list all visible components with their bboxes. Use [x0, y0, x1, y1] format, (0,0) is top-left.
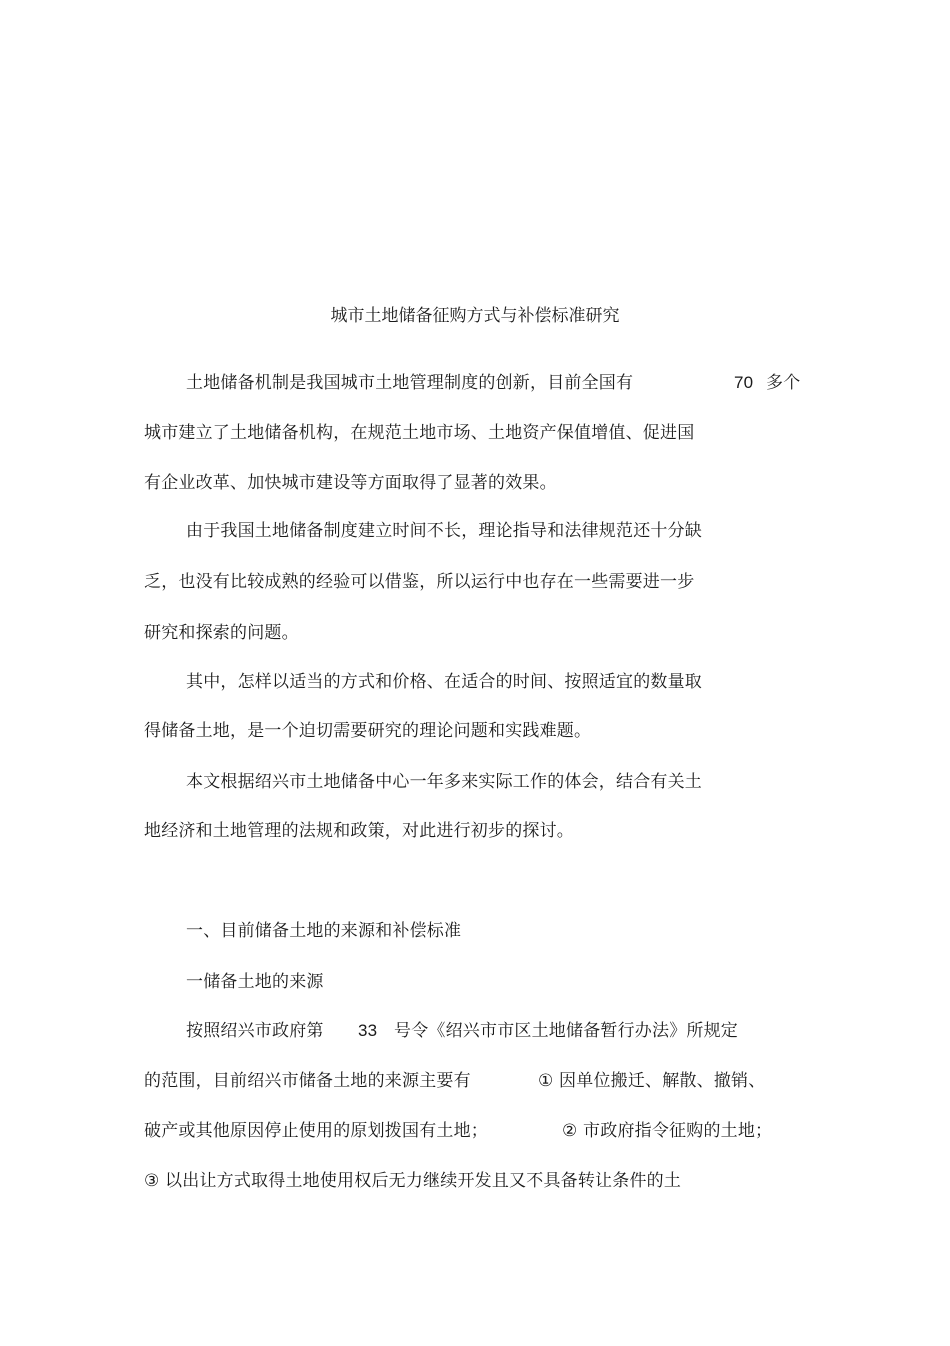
paragraph-2-line-3: 研究和探索的问题。 [144, 623, 299, 643]
paragraph-5-line-1b: 号令《绍兴市市区土地储备暂行办法》所规定 [394, 1021, 738, 1041]
paragraph-1-line-1b: 多个 [766, 373, 801, 393]
paragraph-5-line-3b: ② 市政府指令征购的土地； [562, 1121, 773, 1141]
paragraph-5-line-2b: ① 因单位搬迁、解散、撤销、 [538, 1071, 766, 1091]
paragraph-2-line-1: 由于我国土地储备制度建立时间不长，理论指导和法律规范还十分缺 [186, 521, 702, 541]
paragraph-3-line-1: 其中，怎样以适当的方式和价格、在适合的时间、按照适宜的数量取 [186, 672, 702, 692]
paragraph-4-line-1: 本文根据绍兴市土地储备中心一年多来实际工作的体会，结合有关土 [186, 772, 702, 792]
subsection-heading-1: 一储备土地的来源 [186, 972, 324, 992]
paragraph-1-line-2: 城市建立了土地储备机构，在规范土地市场、土地资产保值增值、促进国 [144, 423, 695, 443]
paragraph-4-line-2: 地经济和土地管理的法规和政策，对此进行初步的探讨。 [144, 821, 574, 841]
paragraph-1-number: 70 [734, 373, 754, 392]
paragraph-5-number: 33 [358, 1021, 378, 1040]
paragraph-3-line-2: 得储备土地，是一个迫切需要研究的理论问题和实践难题。 [144, 721, 592, 741]
paragraph-2-line-2: 乏，也没有比较成熟的经验可以借鉴，所以运行中也存在一些需要进一步 [144, 572, 695, 592]
document-title: 城市土地储备征购方式与补偿标准研究 [330, 306, 620, 326]
paragraph-5-line-1a: 按照绍兴市政府第 [186, 1021, 324, 1041]
paragraph-5-line-3a: 破产或其他原因停止使用的原划拨国有土地； [144, 1121, 488, 1141]
paragraph-1-line-3: 有企业改革、加快城市建设等方面取得了显著的效果。 [144, 473, 557, 493]
paragraph-1-line-1a: 土地储备机制是我国城市土地管理制度的创新，目前全国有 [186, 373, 634, 393]
section-heading-1: 一、目前储备土地的来源和补偿标准 [186, 921, 462, 941]
paragraph-5-line-4: ③ 以出让方式取得土地使用权后无力继续开发且又不具备转让条件的土 [144, 1171, 682, 1191]
paragraph-5-line-2a: 的范围，目前绍兴市储备土地的来源主要有 [144, 1071, 471, 1091]
